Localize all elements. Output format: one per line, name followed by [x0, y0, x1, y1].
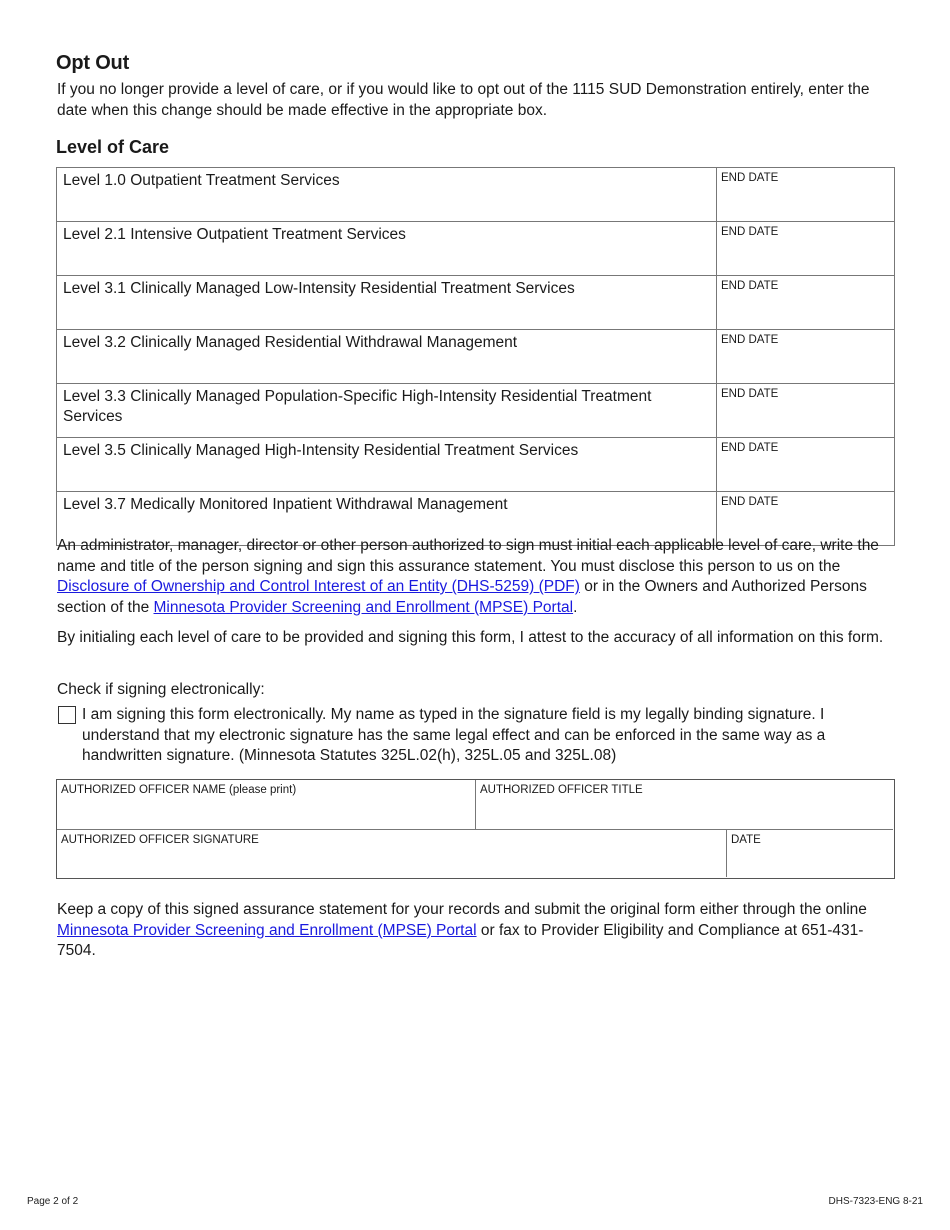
signature-block — [56, 779, 895, 879]
officer-name-field[interactable]: AUTHORIZED OFFICER NAME (please print) — [57, 780, 476, 830]
table-row — [57, 168, 895, 222]
level-label: Level 2.1 Intensive Outpatient Treatment Services — [57, 222, 717, 276]
level-label: Level 3.3 Clinically Managed Population-Specific High-Intensity Residential Treatment Services — [57, 384, 717, 438]
end-date-field[interactable]: END DATE — [717, 168, 895, 222]
officer-signature-field[interactable]: AUTHORIZED OFFICER SIGNATURE — [57, 830, 727, 877]
level-label: Level 3.1 Clinically Managed Low-Intensity Residential Treatment Services — [57, 276, 717, 330]
level-label: Level 3.2 Clinically Managed Residential Withdrawal Management — [57, 330, 717, 384]
level-of-care-table — [56, 167, 895, 546]
table-row — [57, 276, 895, 330]
electronic-signature-statement: I am signing this form electronically. My name as typed in the signature field is my legally binding signature. I understand that my electronic signature has the same legal effect and can be enforced in the same way as a handwritten signature. (Minnesota Statutes 325L.02(h), 325L.05 and 325L.08) — [82, 706, 826, 764]
table-row — [57, 384, 895, 438]
level-label: Level 1.0 Outpatient Treatment Services — [57, 168, 717, 222]
level-label: Level 3.7 Medically Monitored Inpatient Withdrawal Management — [57, 492, 717, 546]
table-row — [57, 222, 895, 276]
authorization-text-3: . — [573, 598, 578, 616]
attestation-paragraph: By initialing each level of care to be provided and signing this form, I attest to the accuracy of all information on this form. — [57, 629, 884, 646]
signature-date-field[interactable]: DATE — [731, 834, 761, 846]
section-title: Level of Care — [56, 137, 170, 157]
authorization-text-2: or in the Owners and Authorized Persons section of the — [57, 578, 867, 616]
end-date-field[interactable]: END DATE — [717, 330, 895, 384]
submission-text-2: or fax to Provider Eligibility and Compliance at 651-431-7504. — [57, 921, 864, 959]
officer-title-field[interactable]: AUTHORIZED OFFICER TITLE — [476, 780, 893, 830]
end-date-field[interactable]: END DATE — [717, 438, 895, 492]
intro-paragraph: If you no longer provide a level of care, or if you would like to opt out of the 1115 SUD Demonstration entirely, enter the date when this change should be made effective in the appropriate box. — [57, 81, 870, 119]
page-number: Page 2 of 2 — [27, 1196, 79, 1207]
end-date-field[interactable]: END DATE — [717, 492, 895, 546]
table-row — [57, 438, 895, 492]
electronic-signing-prompt: Check if signing electronically: — [57, 681, 265, 698]
dhs-5259-link[interactable]: Disclosure of Ownership and Control Interest of an Entity (DHS-5259) (PDF) — [57, 578, 580, 595]
end-date-field[interactable]: END DATE — [717, 384, 895, 438]
authorization-text-1: An administrator, manager, director or other person authorized to sign must initial each applicable level of care, write the name and title of the person signing and sign this assurance statement. You must disclose this person to us on the — [57, 537, 879, 575]
table-row — [57, 330, 895, 384]
mpse-portal-link-2[interactable]: Minnesota Provider Screening and Enrollment (MPSE) Portal — [57, 921, 477, 939]
form-id: DHS-7323-ENG 8-21 — [828, 1196, 923, 1207]
page-heading: Opt Out — [56, 52, 130, 74]
electronic-signature-checkbox[interactable] — [58, 706, 76, 724]
submission-paragraph — [57, 900, 897, 962]
submission-text-1: Keep a copy of this signed assurance statement for your records and submit the original form either through the online — [57, 901, 867, 918]
end-date-field[interactable]: END DATE — [717, 276, 895, 330]
level-label: Level 3.5 Clinically Managed High-Intensity Residential Treatment Services — [57, 438, 717, 492]
mpse-portal-link[interactable]: Minnesota Provider Screening and Enrollment (MPSE) Portal — [153, 598, 574, 616]
end-date-field[interactable]: END DATE — [717, 222, 895, 276]
authorization-paragraph — [57, 536, 897, 618]
